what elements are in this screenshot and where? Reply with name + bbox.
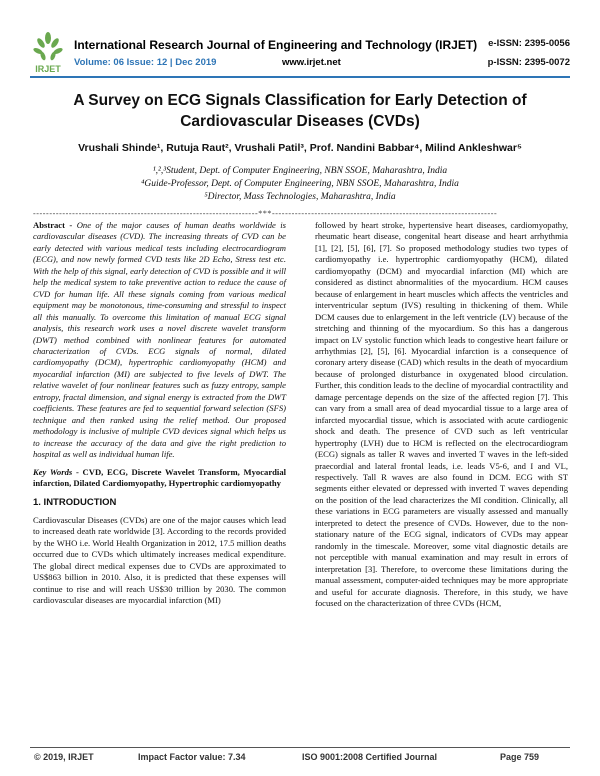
abstract (33, 220, 286, 461)
paper-authors: Vrushali Shinde¹, Rutuja Raut², Vrushali Patil³, Prof. Nandini Babbar⁴, Milind Ankleshwar⁵ (78, 142, 522, 154)
right-column (315, 220, 568, 615)
affiliation-1: ¹,²,³Student, Dept. of Computer Engineering, NBN SSOE, Maharashtra, India (152, 166, 448, 176)
footer-page-number: Page 759 (500, 752, 540, 762)
e-issn: e-ISSN: 2395-0056 (488, 38, 570, 49)
right-paragraph: followed by heart stroke, hypertensive heart diseases, cardiomyopathy, rheumatic heart disease, congenital heart disease and heart arrhythmia [1], [2], [5], [6], [7]. So proposed methodology studies two types of cardiomyopathy i.e. hypertrophic cardiomyopathy (HCM), dilated cardiomyopathy (DCM) and myocardial infarction (MI) which are considered as distinct abnormalities of the myocardium. HCM causes because of enlargement in heart muscles which affects the ventricles and interventricular septum (IVS) resulting in thickening of them. While DCM causes due to enlargement in the left ventricle (LV) because of the stretching and thinning of the myocardium. So this has a dangerous impact on LV systolic function which leads to congestive heart failure or arrhythmias [2], [5], [6]. Myocardial infarction is a consequence of coronary artery disease (CAD) which results in the death of myocardium because of prolonged disturbance in oxygenated blood circulation. Further, this condition leads to the decline of myocardial contractility and damage percentage depends on the size of the affected region [7]. This can vary from a small area of dead myocardial tissue to a large area of infarcted myocardial tissue, which is associated with acute cardiogenic shock and death. The presence of CVD such as left ventricular hypertrophy (LVH) due to HCM is reflected on the electrocardiogram (ECG) signals as taller R waves and inverted T waves in the left-sided praecordial and lateral frontal leads, i.e. leads V5-6, and I and VL, respectively. Tall R waves are also found in DCM. ECG with ST segments either elevated or depressed with inverted T waves depending on the position of the lead characterizes the MI condition. Clinically, all these variations in ECG parameters are visually assessed and manually interpreted to detect the presence of CVDs. However, due to the non-stationary nature of the ECG signal, indicators of CVDs may appear randomly in the timescale. Moreover, some vital diagnostic details are not perceptible with manual examination and may result in errors of interpretation [3]. Therefore, to overcome these limitations during the manual assessment, computer-aided techniques may be more appropriate and useful for accurate diagnosis. Therefore, in this study, we have focused on the characterization of three CVDs (HCM, (315, 220, 568, 608)
keywords-text: - CVD, ECG, Discrete Wavelet Transform, Myocardial infarction, Dilated Cardiomyopathy, Hypertrophic cardiomyopathy (33, 466, 287, 488)
footer-copyright: © 2019, IRJET (34, 752, 94, 762)
keywords-label: Key Words (33, 466, 73, 477)
keywords (33, 467, 286, 490)
footer-divider (30, 747, 570, 748)
abstract-text: One of the major causes of human deaths worldwide is cardiovascular diseases (CVD). The increasing threats of CVD can be early detected with various medical tests including electrocardiogram (ECG), and now newly formed CVD tests like 2D Echo, Stress test etc. With the help of this signal, early detection of CVD is possible and it will help the medical system to take preventive action to reduce the cause of CVD for human life. All these signals coming from various medical equipment may be monotonous, time-consuming and stressful to inspect all this manually. To overcome this limitation of manual ECG signal analysis, this research work uses a novel discrete wavelet transform (DWT) method combined with nonlinear features for automated characterization of CVDs. ECG signals of normal, dilated cardiomyopathy (DCM), hypertrophic cardiomyopathy (HCM) and myocardial infarction (MI) are subjected to five levels of DWT. The relative wavelet of four nonlinear features such as fuzzy entropy, sample entropy, fractal dimension, and signal energy is extracted from the DWT coefficients. These features are fed to sequential forward selection (SFS) technique and then ranked using the relief method. Our proposed methodology is inclusive of multiple CVD devices signal which helps us to increase the accuracy of the data and give the right prediction to hospital as well as individual human life. (33, 220, 286, 460)
abstract-label: Abstract - (33, 220, 73, 230)
affiliation-2: ⁴Guide-Professor, Dept. of Computer Engineering, NBN SSOE, Maharashtra, India (141, 179, 459, 189)
intro-paragraph: Cardiovascular Diseases (CVDs) are one of the major causes which lead to increased death rate worldwide [3]. According to the records provided by the WHO i.e. World Health Organization in 2012, 17.5 million deaths occurred due to CVDs which ultimately increases medical expenditure. The global direct medical expenses due to CVDs are approximated to US$863 billion in 2010. Also, it is predicted that these expenses will continue to rise and will reach US$30 trillion by 2030. The common cardiovascular diseases are myocardial infarction (MI) (33, 514, 286, 606)
header-divider (30, 76, 570, 78)
footer-iso: ISO 9001:2008 Certified Journal (302, 752, 438, 762)
p-issn: p-ISSN: 2395-0072 (487, 57, 570, 68)
irjet-logo-icon (30, 30, 66, 74)
website-link[interactable]: www.irjet.net (282, 57, 341, 68)
journal-title: International Research Journal of Engineering and Technology (IRJET) (74, 38, 478, 52)
footer-impact-factor: Impact Factor value: 7.34 (138, 752, 246, 762)
paper-title: A Survey on ECG Signals Classification for Early Detection of Cardiovascular Diseases (CVDs) (73, 92, 527, 130)
section-heading-introduction: 1. INTRODUCTION (33, 497, 117, 509)
journal-header (30, 30, 570, 76)
left-column (33, 220, 286, 613)
section-separator: ---------------------------------------------------------------------***--------------------------------------------------------------------- (33, 209, 498, 218)
page-footer (30, 752, 570, 766)
logo-text: IRJET (35, 64, 61, 74)
affiliation-3: ⁵Director, Mass Technologies, Maharashtra, India (204, 192, 396, 202)
volume-info: Volume: 06 Issue: 12 | Dec 2019 (74, 57, 217, 68)
